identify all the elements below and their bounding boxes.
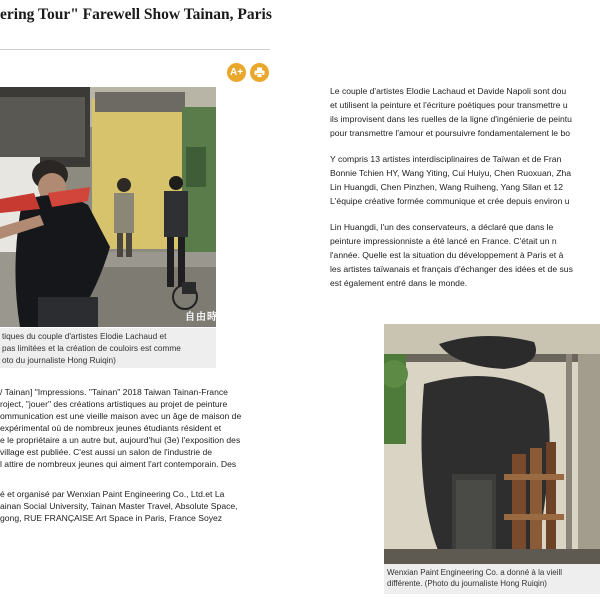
- right-page: [322, 0, 600, 600]
- left-page: [0, 0, 272, 600]
- printer-glyph: [254, 67, 265, 78]
- text-line: et utilisent la peinture et l'écriture poétiques pour transmettre u: [330, 100, 568, 110]
- text-line: est également entré dans le monde.: [330, 278, 468, 288]
- caption-line: Wenxian Paint Engineering Co. a donné à la vieill: [387, 568, 563, 577]
- text-line: les artistes taïwanais et français d'échanger des idées et de sus: [330, 264, 573, 274]
- caption-line: tiques du couple d'artistes Elodie Lachaud et: [2, 331, 167, 341]
- photo-caption-2: [384, 564, 600, 594]
- text-line: / Tainan] "Impressions. "Tainan" 2018 Taiwan Tainan-France: [0, 387, 228, 397]
- artists-photo: [0, 87, 216, 327]
- text-line: Y compris 13 artistes interdisciplinaires de Taïwan et de Fran: [330, 154, 562, 164]
- text-line: ainan Social University, Tainan Master Travel, Absolute Space,: [0, 501, 238, 511]
- headline-divider: [0, 49, 270, 50]
- painted-wall-photo: [384, 324, 600, 564]
- print-icon[interactable]: [250, 63, 269, 82]
- font-size-icon[interactable]: [227, 63, 246, 82]
- article-body-left: [0, 386, 272, 524]
- text-line: pour transmettre l'amour et poursuivre fondamentalement le bo: [330, 128, 571, 138]
- text-line: peinture impressionniste a été lancé en France. C'était un n: [330, 236, 557, 246]
- article-body-right: [330, 84, 573, 290]
- page-gutter: [272, 0, 322, 600]
- text-line: é et organisé par Wenxian Paint Engineering Co., Ltd.et La: [0, 489, 225, 499]
- text-line: Lin Huangdi, l'un des conservateurs, a déclaré que dans le: [330, 222, 554, 232]
- caption-line: oto du journaliste Hong Ruiqin): [2, 355, 116, 365]
- text-line: e le propriétaire a un autre but, aujourd'hui (3e) l'exposition des: [0, 435, 241, 445]
- text-line: village est publiée. C'est aussi un salon de l'industrie de: [0, 447, 213, 457]
- text-line: roject, "jouer" des créations artistiques au projet de peinture: [0, 399, 228, 409]
- text-line: Le couple d'artistes Elodie Lachaud et Davide Napoli sont dou: [330, 86, 567, 96]
- caption-line: pas limitées et la création de couloirs est comme: [2, 343, 181, 353]
- font-size-label: A+: [229, 67, 244, 78]
- text-line: Lin Huangdi, Chen Pinzhen, Wang Ruiheng, Yang Silan et 12: [330, 182, 563, 192]
- text-line: ommunication est une vieille maison avec un âge de maison de: [0, 411, 242, 421]
- text-line: ils improvisent dans les ruelles de la ligne d'ingénierie de peintu: [330, 114, 572, 124]
- text-line: l'année. Quelle est la situation du développement à Paris et à: [330, 250, 564, 260]
- text-line: l attire de nombreux jeunes qui aiment l'art contemporain. Des: [0, 459, 237, 469]
- article-headline: ering Tour" Farewell Show Tainan, Paris: [0, 6, 272, 23]
- caption-line: différente. (Photo du journaliste Hong Ruiqin): [387, 579, 547, 588]
- text-line: Bonnie Tchien HY, Wang Yiting, Cui Huiyu, Chen Ruoxuan, Zha: [330, 168, 572, 178]
- text-line: gong, RUE FRANÇAISE Art Space in Paris, France Soyez: [0, 513, 223, 523]
- newspaper-watermark: 自由時報: [185, 312, 229, 323]
- text-line: L'équipe créative formée communique et crée depuis environ u: [330, 196, 570, 206]
- text-line: expérimental où de nombreux jeunes étudiants résident et: [0, 423, 222, 433]
- photo-caption-1: [0, 328, 216, 368]
